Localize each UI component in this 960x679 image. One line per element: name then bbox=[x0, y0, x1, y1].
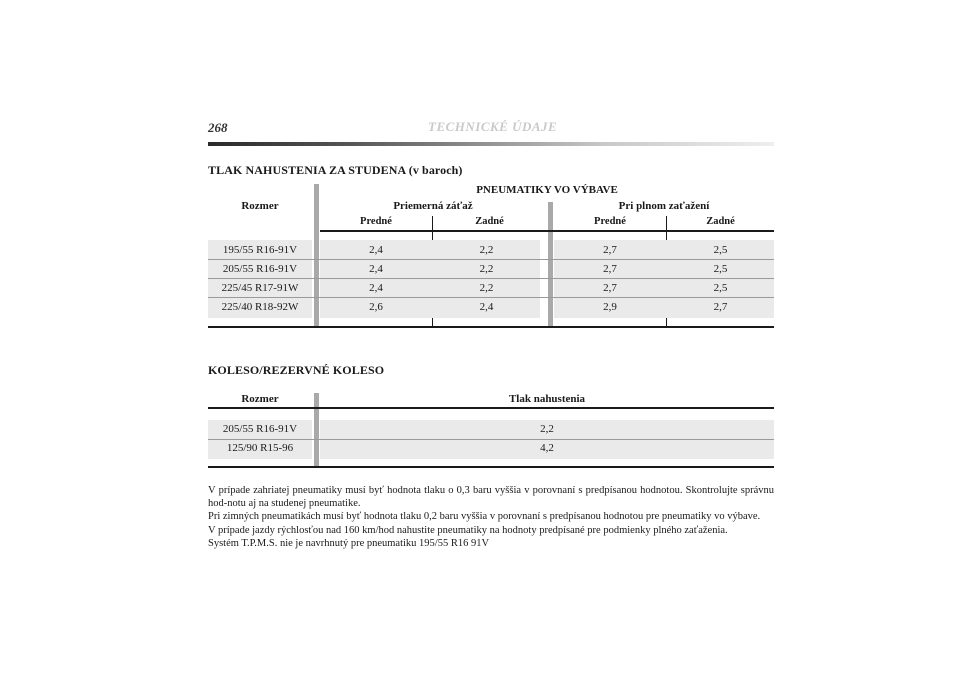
table1-size: 195/55 R16-91V bbox=[222, 244, 298, 256]
table1-full-rear: 2,7 bbox=[713, 301, 728, 313]
page-number: 268 bbox=[208, 120, 228, 135]
note-tpms: Systém T.P.M.S. nie je navrhnutý pre pneumatiku 195/55 R16 91V bbox=[208, 537, 490, 549]
table2-size: 205/55 R16-91V bbox=[222, 423, 298, 435]
table1-header-avg-front: Predné bbox=[360, 216, 392, 227]
table1-full-front: 2,7 bbox=[603, 244, 617, 256]
header-rule bbox=[208, 142, 774, 146]
table1-header-full-rear: Zadné bbox=[706, 216, 735, 227]
table1-header-rozmer: Rozmer bbox=[241, 200, 279, 212]
table1-avg-front: 2,4 bbox=[369, 244, 383, 256]
table1-full-front: 2,7 bbox=[603, 263, 617, 275]
table1-size: 225/40 R18-92W bbox=[221, 301, 299, 313]
table1-header-avg: Priemerná záťaž bbox=[393, 200, 473, 212]
table1-full-rear: 2,5 bbox=[713, 263, 728, 275]
table1-avg-rear: 2,2 bbox=[479, 263, 494, 275]
note-high-speed: V prípade jazdy rýchlosťou nad 160 km/hod nahustite pneumatiky na hodnoty predpísané pre podmienky plného zaťaženia. bbox=[208, 524, 728, 536]
table1-header-group: PNEUMATIKY VO VÝBAVE bbox=[476, 184, 618, 196]
table2-title: KOLESO/REZERVNÉ KOLESO bbox=[208, 363, 385, 377]
table2-header-rozmer: Rozmer bbox=[241, 393, 279, 405]
note-hot-tyre: V prípade zahriatej pneumatiky musí byť hodnota tlaku o 0,3 baru vyššia v porovnaní s predpísanou hodnotou. Skontrolujte správnu hod-notu aj na studenej pneumatike. bbox=[208, 485, 774, 510]
table1-avg-rear: 2,4 bbox=[479, 301, 494, 313]
table1-full-front: 2,9 bbox=[603, 301, 617, 313]
table1-avg-rear: 2,2 bbox=[479, 244, 494, 256]
table2-separator bbox=[314, 393, 319, 468]
chapter-title: TECHNICKÉ ÚDAJE bbox=[428, 119, 558, 134]
table1-full-rear: 2,5 bbox=[713, 244, 728, 256]
table1-avg-rear: 2,2 bbox=[479, 282, 494, 294]
table1-title: TLAK NAHUSTENIA ZA STUDENA (v baroch) bbox=[208, 163, 463, 177]
table1-full-rear: 2,5 bbox=[713, 282, 728, 294]
note-winter-tyre: Pri zimných pneumatikách musí byť hodnota tlaku 0,2 baru vyššia v porovnaní s predpísanou hodnotou pre pneumatiky vo výbave. bbox=[208, 511, 761, 523]
table2-pressure: 4,2 bbox=[540, 442, 554, 454]
notes bbox=[208, 484, 774, 550]
table1-header-avg-rear: Zadné bbox=[475, 216, 504, 227]
table1-avg-front: 2,4 bbox=[369, 263, 383, 275]
table2-bottom-line bbox=[208, 466, 774, 468]
table1-bottom-line bbox=[208, 326, 774, 328]
table1-size: 205/55 R16-91V bbox=[222, 263, 298, 275]
table1-avg-front: 2,6 bbox=[369, 301, 383, 313]
table1-size: 225/45 R17-91W bbox=[221, 282, 299, 294]
table1-avg-front: 2,4 bbox=[369, 282, 383, 294]
table2-header-line bbox=[208, 407, 774, 409]
table2-pressure: 2,2 bbox=[540, 423, 554, 435]
table1-separator-left bbox=[314, 184, 319, 328]
table2-size: 125/90 R15-96 bbox=[226, 442, 294, 454]
table1-header-full: Pri plnom zaťažení bbox=[618, 200, 710, 212]
table2-header-pressure: Tlak nahustenia bbox=[508, 393, 586, 405]
table1-full-front: 2,7 bbox=[603, 282, 617, 294]
table1-header-full-front: Predné bbox=[594, 216, 626, 227]
table1-header-line bbox=[320, 230, 774, 232]
table1-separator-mid bbox=[548, 202, 553, 328]
